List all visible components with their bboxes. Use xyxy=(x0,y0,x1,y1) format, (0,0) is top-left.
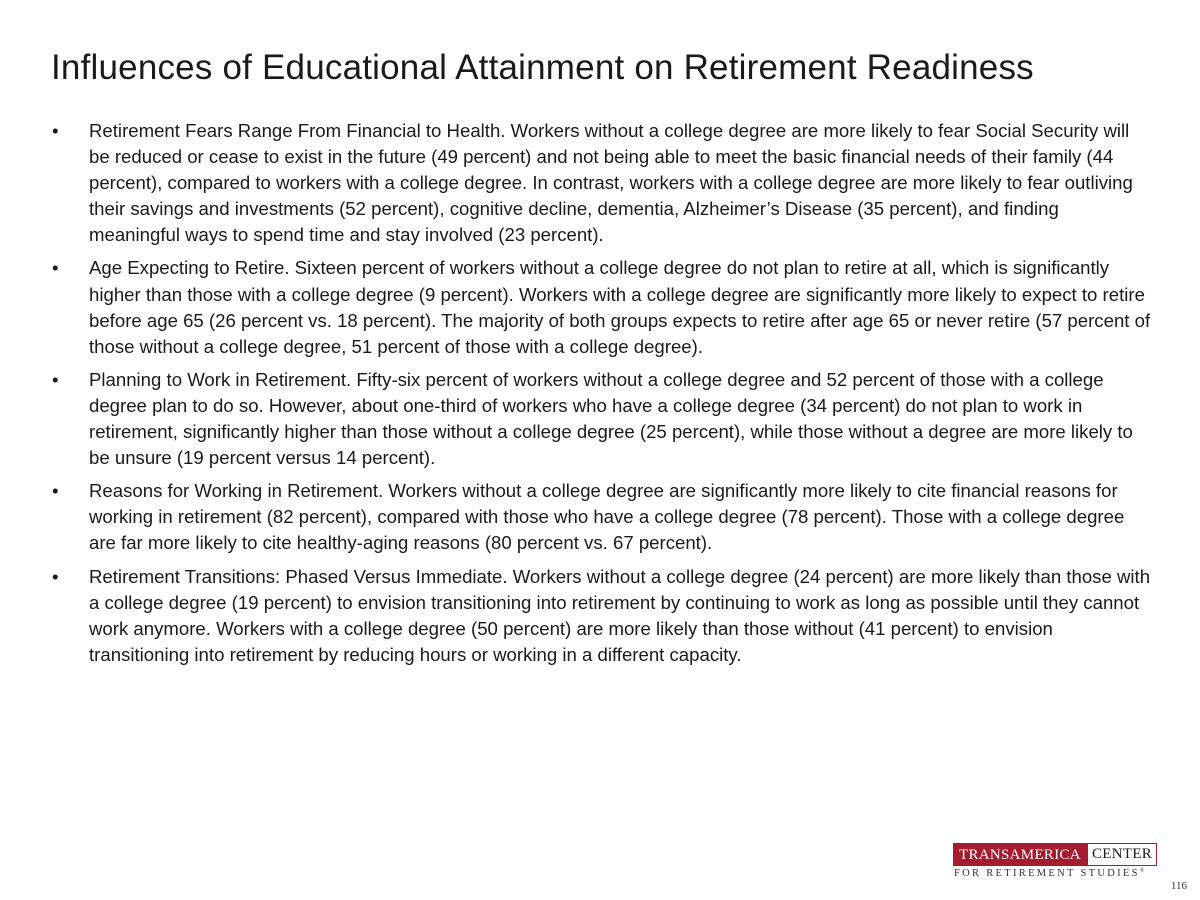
bullet-text: Retirement Fears Range From Financial to Health. Workers without a college degree are more likely to fear Social Security will be reduced or cease to exist in the future (49 percent) and not being able to meet the basic financial needs of their family (44 percent), compared to workers with a college degree. In contrast, workers with a college degree are more likely to fear outliving their savings and investments (52 percent), cognitive decline, dementia, Alzheimer’s Disease (35 percent), and finding meaningful ways to spend time and stay involved (23 percent). xyxy=(89,120,1133,246)
bullet-text: Planning to Work in Retirement. Fifty-six percent of workers without a college degree and 52 percent of those with a college degree plan to do so. However, about one-third of workers who have a college degree (34 percent) do not plan to work in retirement, significantly higher than those without a college degree (25 percent), while those without a degree are more likely to be unsure (19 percent versus 14 percent). xyxy=(89,368,1133,469)
bullet-item xyxy=(52,478,1152,556)
bullet-icon: • xyxy=(52,565,59,587)
bullet-text: Retirement Transitions: Phased Versus Immediate. Workers without a college degree (24 percent) are more likely than those with a college degree (19 percent) to envision transitioning into retirement by continuing to work as long as possible until they cannot work anymore. Workers with a college degree (50 percent) are more likely than those without (41 percent) to envision transitioning into retirement by reducing hours or working in a different capacity. xyxy=(89,565,1151,665)
bullet-item xyxy=(52,367,1152,471)
bullet-text: Reasons for Working in Retirement. Workers without a college degree are significantly more likely to cite financial reasons for working in retirement (82 percent), compared with those who have a college degree (78 percent). Those with a college degree are far more likely to cite healthy-aging reasons (80 percent vs. 67 percent). xyxy=(89,480,1125,554)
slide-title: Influences of Educational Attainment on Retirement Readiness xyxy=(51,48,1034,87)
logo-name-white: CENTER xyxy=(1088,843,1157,866)
bullet-icon: • xyxy=(52,257,59,279)
registered-mark: ® xyxy=(1139,868,1145,874)
bullet-item xyxy=(52,118,1152,248)
logo-tagline-text: FOR RETIREMENT STUDIES xyxy=(954,868,1140,879)
bullet-icon: • xyxy=(52,480,59,502)
bullet-text: Age Expecting to Retire. Sixteen percent of workers without a college degree do not plan to retire at all, which is significantly higher than those with a college degree (9 percent). Workers with a college degree are significantly more likely to expect to retire before age 65 (26 percent vs. 18 percent). The majority of both groups expects to retire after age 65 or never retire (57 percent of those without a college degree, 51 percent of those with a college degree). xyxy=(89,257,1151,357)
bullet-icon: • xyxy=(52,120,59,141)
bullet-item xyxy=(52,564,1152,668)
bullet-list xyxy=(52,118,1152,675)
logo-wordmark xyxy=(953,843,1157,866)
logo-tagline xyxy=(954,868,1144,879)
transamerica-logo xyxy=(953,843,1167,883)
logo-name-red: TRANSAMERICA xyxy=(953,843,1088,866)
bullet-item xyxy=(52,255,1152,359)
bullet-icon: • xyxy=(52,368,59,390)
page-number: 116 xyxy=(1170,880,1187,892)
